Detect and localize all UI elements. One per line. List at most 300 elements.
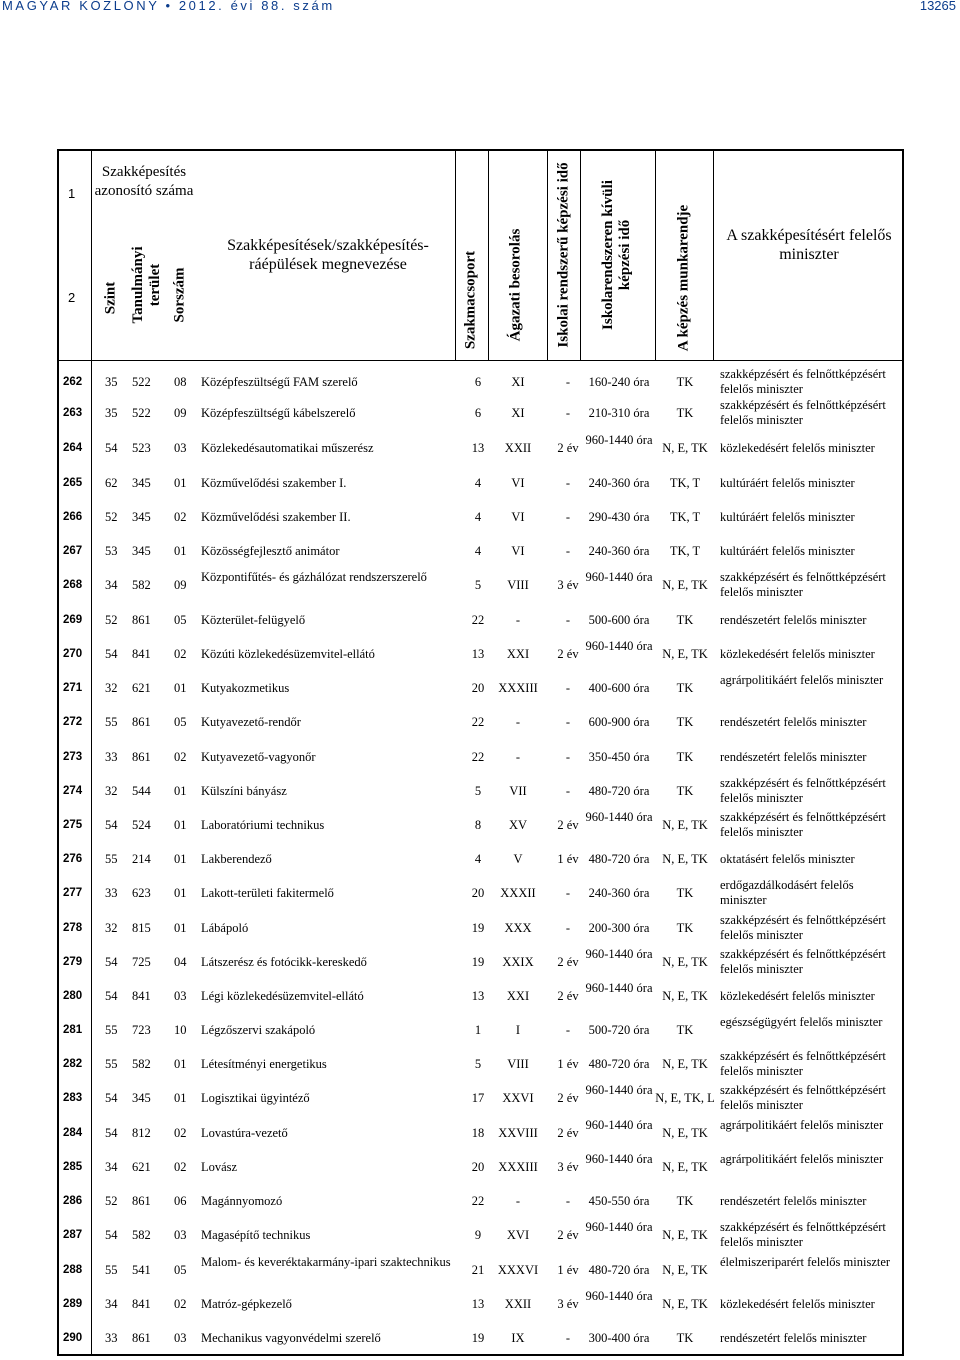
cell-sorszam: 02: [174, 1296, 187, 1311]
cell-iskolai: 2 év: [557, 1227, 579, 1242]
cell-sorszam: 09: [174, 405, 187, 420]
page-header: [0, 0, 960, 20]
col-divider: [91, 149, 92, 1356]
cell-sorszam: 03: [174, 1227, 187, 1242]
cell-tanulmanyi: 621: [132, 1159, 151, 1174]
cell-tanulmanyi: 861: [132, 1330, 151, 1345]
cell-munkarend: TK: [676, 714, 694, 729]
cell-tanulmanyi: 345: [132, 543, 151, 558]
cell-iskolai: 2 év: [557, 954, 579, 969]
cell-szint: 55: [105, 714, 118, 729]
row-number: 287: [63, 1228, 83, 1241]
cell-munkarend: N, E, TK, L: [655, 1090, 715, 1105]
cell-sorszam: 08: [174, 374, 187, 389]
cell-munkarend: TK, T: [669, 475, 701, 490]
cell-kivuli: 960-1440 óra: [585, 1289, 653, 1303]
cell-tanulmanyi: 524: [132, 817, 151, 832]
cell-tanulmanyi: 861: [132, 749, 151, 764]
cell-szint: 52: [105, 509, 118, 524]
cell-munkarend: TK: [676, 405, 694, 420]
cell-iskolai: -: [565, 475, 571, 490]
cell-tanulmanyi: 861: [132, 612, 151, 627]
row-number: 280: [63, 989, 83, 1002]
cell-sorszam: 02: [174, 1159, 187, 1174]
cell-szakmacsoport: 19: [471, 920, 485, 935]
cell-agazati: XXI: [506, 646, 530, 661]
cell-szint: 33: [105, 749, 118, 764]
row-number: 288: [63, 1263, 83, 1276]
cell-munkarend: N, E, TK: [662, 851, 708, 866]
cell-szint: 33: [105, 1330, 118, 1345]
cell-megnevezes: Közművelődési szakember I.: [201, 475, 347, 490]
cell-agazati: IX: [511, 1330, 525, 1345]
cell-szakmacsoport: 6: [474, 374, 482, 389]
cell-tanulmanyi: 541: [132, 1262, 151, 1277]
cell-tanulmanyi: 345: [132, 475, 151, 490]
cell-szakmacsoport: 4: [474, 509, 482, 524]
cell-munkarend: N, E, TK: [662, 577, 708, 592]
cell-tanulmanyi: 861: [132, 714, 151, 729]
cell-megnevezes: Lovász: [201, 1159, 238, 1174]
cell-tanulmanyi: 723: [132, 1022, 151, 1037]
row-number: 275: [63, 818, 83, 831]
cell-kivuli: 500-600 óra: [588, 613, 650, 627]
cell-agazati: XI: [511, 405, 525, 420]
cell-szakmacsoport: 22: [471, 612, 485, 627]
cell-megnevezes: Légi közlekedésüzemvitel-ellátó: [201, 988, 364, 1003]
cell-iskolai: 2 év: [557, 1125, 579, 1140]
cell-megnevezes: Külszíni bányász: [201, 783, 287, 798]
cell-munkarend: TK: [676, 783, 694, 798]
cell-megnevezes: Közösségfejlesztő animátor: [201, 543, 340, 558]
cell-megnevezes: Lábápoló: [201, 920, 249, 935]
cell-kivuli: 290-430 óra: [588, 510, 650, 524]
cell-sorszam: 01: [174, 680, 187, 695]
cell-sorszam: 01: [174, 817, 187, 832]
cell-kivuli: 600-900 óra: [588, 715, 650, 729]
cell-iskolai: -: [565, 374, 571, 389]
header-row-1: 1: [68, 186, 76, 201]
cell-szakmacsoport: 4: [474, 475, 482, 490]
cell-munkarend: TK: [676, 680, 694, 695]
cell-agazati: -: [515, 714, 521, 729]
cell-kivuli: 210-310 óra: [588, 406, 650, 420]
cell-szakmacsoport: 22: [471, 1193, 485, 1208]
cell-miniszter: szakképzésért és felnőttképzésért felelős miniszter: [720, 1049, 886, 1078]
cell-tanulmanyi: 841: [132, 988, 151, 1003]
cell-iskolai: -: [565, 1022, 571, 1037]
cell-sorszam: 09: [174, 577, 187, 592]
cell-agazati: XVI: [506, 1227, 530, 1242]
cell-iskolai: 3 év: [557, 1296, 579, 1311]
cell-sorszam: 06: [174, 1193, 187, 1208]
cell-szakmacsoport: 9: [474, 1227, 482, 1242]
cell-kivuli: 480-720 óra: [588, 784, 650, 798]
cell-iskolai: -: [565, 920, 571, 935]
cell-agazati: -: [515, 749, 521, 764]
cell-szakmacsoport: 4: [474, 543, 482, 558]
cell-iskolai: 2 év: [557, 646, 579, 661]
cell-megnevezes: Lakberendező: [201, 851, 272, 866]
cell-kivuli: 960-1440 óra: [585, 981, 653, 995]
journal-title: MAGYAR KÖZLÖNY • 2012. évi 88. szám: [2, 0, 335, 13]
cell-kivuli: 960-1440 óra: [585, 1118, 653, 1132]
cell-miniszter: közlekedésért felelős miniszter: [720, 440, 875, 455]
cell-tanulmanyi: 841: [132, 1296, 151, 1311]
cell-miniszter: közlekedésért felelős miniszter: [720, 988, 875, 1003]
cell-szakmacsoport: 19: [471, 1330, 485, 1345]
header-megnevezes: Szakképesítések/szakképesítés-ráépülések megnevezése: [227, 237, 429, 273]
row-number: 286: [63, 1194, 83, 1207]
cell-szakmacsoport: 13: [471, 646, 485, 661]
header-agazati: Ágazati besorolás: [507, 228, 524, 342]
cell-miniszter: szakképzésért és felnőttképzésért felelős miniszter: [720, 367, 886, 396]
cell-agazati: XXIX: [502, 954, 534, 969]
col-divider: [488, 149, 489, 360]
cell-sorszam: 05: [174, 612, 187, 627]
row-number: 284: [63, 1126, 83, 1139]
cell-sorszam: 03: [174, 988, 187, 1003]
cell-iskolai: 3 év: [557, 577, 579, 592]
cell-kivuli: 350-450 óra: [588, 750, 650, 764]
cell-munkarend: TK: [676, 885, 694, 900]
cell-kivuli: 240-360 óra: [588, 886, 650, 900]
cell-miniszter: kultúráért felelős miniszter: [720, 475, 855, 490]
cell-tanulmanyi: 522: [132, 374, 151, 389]
cell-sorszam: 02: [174, 509, 187, 524]
col-divider: [713, 149, 714, 360]
cell-sorszam: 10: [174, 1022, 187, 1037]
cell-iskolai: -: [565, 612, 571, 627]
header-azonosito: Szakképesítés azonosító száma: [94, 164, 194, 199]
row-number: 269: [63, 613, 83, 626]
row-number: 289: [63, 1297, 83, 1310]
cell-miniszter: rendészetért felelős miniszter: [720, 1193, 867, 1208]
cell-megnevezes: Mechanikus vagyonvédelmi szerelő: [201, 1330, 381, 1345]
cell-megnevezes: Logisztikai ügyintéző: [201, 1090, 310, 1105]
cell-szakmacsoport: 8: [474, 817, 482, 832]
row-number: 274: [63, 784, 83, 797]
cell-tanulmanyi: 725: [132, 954, 151, 969]
cell-szint: 34: [105, 1296, 118, 1311]
row-number: 264: [63, 441, 83, 454]
cell-tanulmanyi: 812: [132, 1125, 151, 1140]
cell-szint: 55: [105, 1056, 118, 1071]
row-number: 262: [63, 375, 83, 388]
cell-iskolai: 1 év: [557, 1262, 579, 1277]
cell-iskolai: -: [565, 749, 571, 764]
cell-megnevezes: Kutyavezető-rendőr: [201, 714, 301, 729]
cell-megnevezes: Közúti közlekedésüzemvitel-ellátó: [201, 646, 375, 661]
cell-miniszter: agrárpolitikáért felelős miniszter: [720, 673, 884, 687]
cell-szint: 34: [105, 1159, 118, 1174]
cell-miniszter: agrárpolitikáért felelős miniszter: [720, 1118, 884, 1132]
cell-miniszter: erdőgazdálkodásért felelős miniszter: [720, 878, 854, 907]
cell-munkarend: N, E, TK: [662, 1056, 708, 1071]
cell-megnevezes: Létesítményi energetikus: [201, 1056, 327, 1071]
cell-munkarend: TK, T: [669, 509, 701, 524]
cell-szakmacsoport: 5: [474, 783, 482, 798]
row-number: 272: [63, 715, 83, 728]
cell-megnevezes: Lakott-területi fakitermelő: [201, 885, 334, 900]
cell-megnevezes: Kutyakozmetikus: [201, 680, 290, 695]
cell-munkarend: N, E, TK: [662, 954, 708, 969]
cell-tanulmanyi: 623: [132, 885, 151, 900]
header-miniszter: A szakképesítésért felelős miniszter: [726, 227, 892, 263]
cell-tanulmanyi: 522: [132, 405, 151, 420]
cell-tanulmanyi: 582: [132, 577, 151, 592]
cell-sorszam: 03: [174, 440, 187, 455]
cell-iskolai: -: [565, 1193, 571, 1208]
cell-szakmacsoport: 5: [474, 577, 482, 592]
row-number: 263: [63, 406, 83, 419]
cell-miniszter: élelmiszeriparért felelős miniszter: [720, 1255, 891, 1269]
cell-agazati: I: [515, 1022, 521, 1037]
cell-kivuli: 240-360 óra: [588, 544, 650, 558]
cell-szakmacsoport: 19: [471, 954, 485, 969]
cell-megnevezes: Lovastúra-vezető: [201, 1125, 288, 1140]
header-iskolarendszeren-kivuli: Iskolarendszeren kívüli képzési idő: [600, 180, 633, 330]
cell-tanulmanyi: 582: [132, 1056, 151, 1071]
cell-szint: 54: [105, 440, 118, 455]
cell-megnevezes: Látszerész és fotócikk-kereskedő: [201, 954, 367, 969]
cell-kivuli: 160-240 óra: [588, 375, 650, 389]
cell-munkarend: N, E, TK: [662, 1125, 708, 1140]
cell-szint: 55: [105, 1022, 118, 1037]
cell-miniszter: kultúráért felelős miniszter: [720, 509, 855, 524]
cell-sorszam: 01: [174, 1056, 187, 1071]
cell-szint: 52: [105, 1193, 118, 1208]
cell-szakmacsoport: 13: [471, 1296, 485, 1311]
cell-agazati: XXII: [504, 440, 532, 455]
cell-megnevezes: Középfeszültségű FAM szerelő: [201, 374, 358, 389]
cell-munkarend: N, E, TK: [662, 1296, 708, 1311]
cell-agazati: XXXVI: [497, 1262, 539, 1277]
cell-szint: 33: [105, 885, 118, 900]
cell-kivuli: 200-300 óra: [588, 921, 650, 935]
cell-szint: 54: [105, 1125, 118, 1140]
cell-miniszter: szakképzésért és felnőttképzésért felelős miniszter: [720, 1220, 886, 1249]
cell-iskolai: -: [565, 509, 571, 524]
cell-munkarend: TK: [676, 920, 694, 935]
cell-sorszam: 01: [174, 783, 187, 798]
cell-szakmacsoport: 1: [474, 1022, 482, 1037]
cell-iskolai: -: [565, 1330, 571, 1345]
cell-sorszam: 01: [174, 885, 187, 900]
cell-agazati: VI: [511, 509, 525, 524]
row-number: 290: [63, 1331, 83, 1344]
col-divider: [547, 149, 548, 360]
cell-agazati: XXX: [504, 920, 532, 935]
cell-miniszter: szakképzésért és felnőttképzésért felelős miniszter: [720, 1083, 886, 1112]
cell-sorszam: 05: [174, 714, 187, 729]
cell-kivuli: 400-600 óra: [588, 681, 650, 695]
cell-szakmacsoport: 4: [474, 851, 482, 866]
row-number: 281: [63, 1023, 83, 1036]
cell-agazati: VI: [511, 543, 525, 558]
cell-sorszam: 05: [174, 1262, 187, 1277]
cell-kivuli: 960-1440 óra: [585, 639, 653, 653]
cell-tanulmanyi: 345: [132, 509, 151, 524]
cell-agazati: XXVIII: [498, 1125, 538, 1140]
cell-munkarend: TK: [676, 374, 694, 389]
cell-agazati: XXXII: [500, 885, 536, 900]
cell-agazati: VI: [511, 475, 525, 490]
cell-kivuli: 960-1440 óra: [585, 433, 653, 447]
cell-munkarend: TK: [676, 1022, 694, 1037]
col-divider: [455, 149, 456, 360]
cell-szint: 54: [105, 1090, 118, 1105]
cell-kivuli: 480-720 óra: [588, 1057, 650, 1071]
cell-munkarend: TK: [676, 1193, 694, 1208]
cell-kivuli: 300-400 óra: [588, 1331, 650, 1345]
cell-munkarend: N, E, TK: [662, 1262, 708, 1277]
row-number: 283: [63, 1091, 83, 1104]
row-number: 265: [63, 476, 83, 489]
cell-szakmacsoport: 13: [471, 440, 485, 455]
cell-iskolai: -: [565, 543, 571, 558]
cell-miniszter: egészségügyért felelős miniszter: [720, 1015, 883, 1029]
cell-megnevezes: Kutyavezető-vagyonőr: [201, 749, 316, 764]
cell-miniszter: rendészetért felelős miniszter: [720, 612, 867, 627]
cell-kivuli: 960-1440 óra: [585, 1083, 653, 1097]
cell-szakmacsoport: 5: [474, 1056, 482, 1071]
cell-munkarend: N, E, TK: [662, 817, 708, 832]
header-szakmacsoport: Szakmacsoport: [462, 250, 479, 350]
cell-sorszam: 02: [174, 646, 187, 661]
cell-kivuli: 960-1440 óra: [585, 1220, 653, 1234]
cell-megnevezes: Malom- és keveréktakarmány-ipari szaktechnikus: [201, 1255, 451, 1269]
col-divider: [655, 149, 656, 360]
cell-miniszter: szakképzésért és felnőttképzésért felelős miniszter: [720, 776, 886, 805]
cell-megnevezes: Központifűtés- és gázhálózat rendszerszerelő: [201, 570, 427, 584]
cell-agazati: XXII: [504, 1296, 532, 1311]
row-number: 279: [63, 955, 83, 968]
cell-megnevezes: Laboratóriumi technikus: [201, 817, 325, 832]
cell-szakmacsoport: 22: [471, 714, 485, 729]
cell-kivuli: 960-1440 óra: [585, 810, 653, 824]
cell-tanulmanyi: 544: [132, 783, 151, 798]
cell-agazati: XXXIII: [498, 680, 538, 695]
cell-miniszter: szakképzésért és felnőttképzésért felelős miniszter: [720, 947, 886, 976]
cell-miniszter: közlekedésért felelős miniszter: [720, 646, 875, 661]
cell-kivuli: 500-720 óra: [588, 1023, 650, 1037]
cell-megnevezes: Magasépítő technikus: [201, 1227, 311, 1242]
header-bottom-rule: [57, 360, 904, 361]
cell-sorszam: 01: [174, 543, 187, 558]
cell-szint: 35: [105, 405, 118, 420]
cell-sorszam: 01: [174, 475, 187, 490]
cell-szint: 35: [105, 374, 118, 389]
cell-munkarend: TK: [676, 1330, 694, 1345]
cell-szint: 52: [105, 612, 118, 627]
cell-munkarend: N, E, TK: [662, 988, 708, 1003]
cell-szint: 32: [105, 783, 118, 798]
cell-munkarend: TK: [676, 749, 694, 764]
cell-tanulmanyi: 841: [132, 646, 151, 661]
cell-szint: 34: [105, 577, 118, 592]
cell-agazati: XXXIII: [498, 1159, 538, 1174]
cell-megnevezes: Magánnyomozó: [201, 1193, 283, 1208]
cell-szint: 55: [105, 851, 118, 866]
cell-iskolai: 2 év: [557, 817, 579, 832]
cell-iskolai: 2 év: [557, 988, 579, 1003]
row-number: 278: [63, 921, 83, 934]
cell-szakmacsoport: 18: [471, 1125, 485, 1140]
cell-szakmacsoport: 20: [471, 1159, 485, 1174]
cell-sorszam: 03: [174, 1330, 187, 1345]
row-number: 271: [63, 681, 83, 694]
cell-agazati: V: [513, 851, 523, 866]
cell-sorszam: 02: [174, 1125, 187, 1140]
cell-sorszam: 02: [174, 749, 187, 764]
cell-szint: 62: [105, 475, 118, 490]
cell-munkarend: TK: [676, 612, 694, 627]
cell-munkarend: N, E, TK: [662, 1159, 708, 1174]
cell-szakmacsoport: 22: [471, 749, 485, 764]
cell-szint: 54: [105, 988, 118, 1003]
cell-kivuli: 240-360 óra: [588, 476, 650, 490]
header-row-2: 2: [68, 290, 76, 305]
cell-szint: 32: [105, 920, 118, 935]
cell-miniszter: közlekedésért felelős miniszter: [720, 1296, 875, 1311]
cell-iskolai: 2 év: [557, 440, 579, 455]
cell-szakmacsoport: 6: [474, 405, 482, 420]
cell-agazati: VIII: [507, 1056, 529, 1071]
cell-agazati: XXVI: [502, 1090, 534, 1105]
cell-iskolai: -: [565, 405, 571, 420]
header-munkarend: A képzés munkarendje: [675, 204, 692, 352]
cell-kivuli: 480-720 óra: [588, 852, 650, 866]
cell-miniszter: kultúráért felelős miniszter: [720, 543, 855, 558]
cell-megnevezes: Közlekedésautomatikai műszerész: [201, 440, 374, 455]
cell-iskolai: -: [565, 783, 571, 798]
page-number: 13265: [919, 0, 956, 13]
cell-sorszam: 04: [174, 954, 187, 969]
cell-agazati: XXI: [506, 988, 530, 1003]
cell-tanulmanyi: 214: [132, 851, 151, 866]
cell-munkarend: N, E, TK: [662, 1227, 708, 1242]
cell-agazati: VII: [509, 783, 527, 798]
cell-szint: 54: [105, 646, 118, 661]
cell-sorszam: 01: [174, 851, 187, 866]
cell-kivuli: 960-1440 óra: [585, 947, 653, 961]
cell-tanulmanyi: 861: [132, 1193, 151, 1208]
cell-megnevezes: Matróz-gépkezelő: [201, 1296, 292, 1311]
cell-tanulmanyi: 523: [132, 440, 151, 455]
cell-kivuli: 480-720 óra: [588, 1263, 650, 1277]
cell-megnevezes: Középfeszültségű kábelszerelő: [201, 405, 356, 420]
cell-megnevezes: Légzőszervi szakápoló: [201, 1022, 316, 1037]
cell-szint: 54: [105, 1227, 118, 1242]
cell-iskolai: -: [565, 714, 571, 729]
cell-iskolai: 1 év: [557, 1056, 579, 1071]
cell-kivuli: 450-550 óra: [588, 1194, 650, 1208]
cell-szint: 53: [105, 543, 118, 558]
row-number: 266: [63, 510, 83, 523]
row-number: 276: [63, 852, 83, 865]
cell-megnevezes: Közterület-felügyelő: [201, 612, 306, 627]
cell-sorszam: 01: [174, 920, 187, 935]
cell-sorszam: 01: [174, 1090, 187, 1105]
row-number: 282: [63, 1057, 83, 1070]
cell-miniszter: szakképzésért és felnőttképzésért felelős miniszter: [720, 398, 886, 427]
cell-szakmacsoport: 17: [471, 1090, 485, 1105]
cell-szint: 32: [105, 680, 118, 695]
cell-tanulmanyi: 815: [132, 920, 151, 935]
col-divider: [580, 149, 581, 360]
cell-munkarend: N, E, TK: [662, 646, 708, 661]
